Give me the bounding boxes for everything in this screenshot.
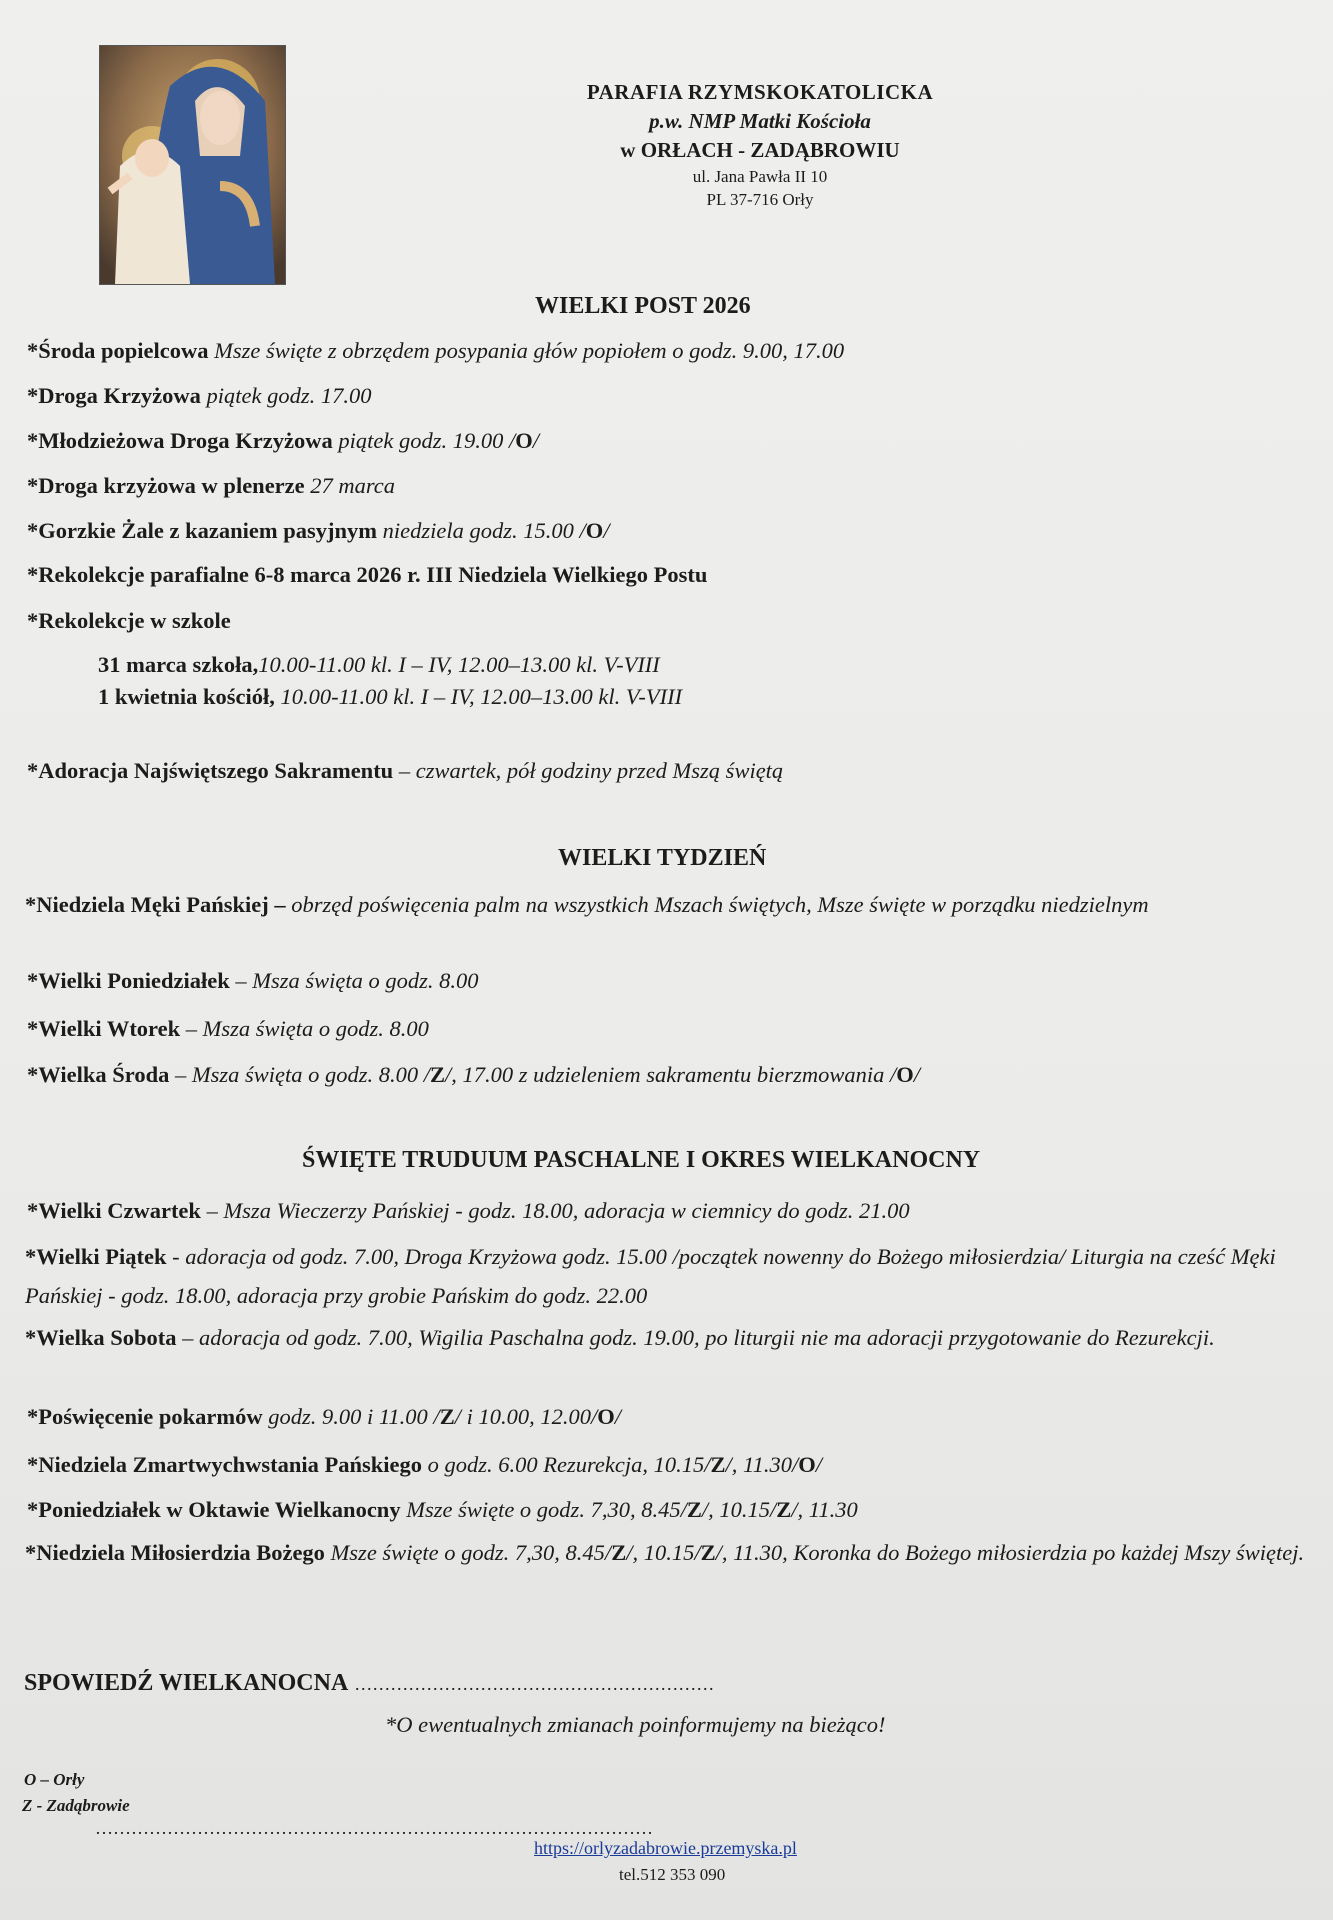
triduum-item: *Wielka Sobota – adoracja od godz. 7.00, Wigilia Paschalna godz. 19.00, po liturgii nie ma adoracji przygotowanie do Rezurekcji. [25, 1325, 1215, 1350]
triduum-item: *Poniedziałek w Oktawie Wielkanocny Msze święte o godz. 7,30, 8.45/Z/, 10.15/Z/, 11.30 [27, 1497, 858, 1522]
lent-item: *Rekolekcje parafialne 6-8 marca 2026 r. III Niedziela Wielkiego Postu [27, 562, 708, 587]
footer-dots: ………………………………………………………………………………… [95, 1818, 653, 1838]
holy-week-item: *Wielki Poniedziałek – Msza święta o godz. 8.00 [27, 968, 479, 993]
parish-header [480, 78, 1040, 211]
parish-street: ul. Jana Pawła II 10 [692, 167, 828, 186]
parish-dedication: p.w. NMP Matki Kościoła [649, 109, 871, 133]
footer-phone: tel.512 353 090 [619, 1865, 726, 1884]
triduum-item: *Poświęcenie pokarmów godz. 9.00 i 11.00 /Z/ i 10.00, 12.00/O/ [27, 1404, 621, 1429]
footer-url-wrap [534, 1838, 797, 1859]
legend-orly: O – Orły [24, 1770, 85, 1789]
parish-postal: PL 37-716 Orły [706, 190, 814, 209]
lent-item: *Środa popielcowa Msze święte z obrzędem posypania głów popiołem o godz. 9.00, 17.00 [27, 338, 845, 363]
holy-week-item: *Wielki Wtorek – Msza święta o godz. 8.00 [27, 1016, 429, 1041]
triduum-item: *Niedziela Miłosierdzia Bożego Msze święte o godz. 7,30, 8.45/Z/, 10.15/Z/, 11.30, Koronka do Bożego miłosierdzia po każdej Mszy świętej. [25, 1540, 1305, 1565]
holy-week-item: *Wielka Środa – Msza święta o godz. 8.00 /Z/, 17.00 z udzieleniem sakramentu bierzmowania /O/ [27, 1062, 920, 1087]
parish-location: w ORŁACH - ZADĄBROWIU [620, 138, 900, 162]
holy-week-item: *Niedziela Męki Pańskiej – obrzęd poświęcenia palm na wszystkich Mszach świętych, Msze święte w porządku niedzielnym [25, 892, 1149, 917]
parish-name: PARAFIA RZYMSKOKATOLICKA [586, 80, 934, 104]
changes-note: *O ewentualnych zmianach poinformujemy na bieżąco! [385, 1712, 886, 1737]
triduum-item: *Niedziela Zmartwychwstania Pańskiego o godz. 6.00 Rezurekcja, 10.15/Z/, 11.30/O/ [27, 1452, 823, 1477]
holy-week-title: WIELKI TYDZIEŃ [558, 845, 767, 871]
lent-title: WIELKI POST 2026 [535, 293, 751, 319]
triduum-item: *Wielki Piątek - adoracja od godz. 7.00, Droga Krzyżowa godz. 15.00 /początek nowenny do Bożego miłosierdzia/ Liturgia na cześć Męki Pańskiej - godz. 18.00, adoracja przy grobie Pańskim do godz. 22.00 [25, 1244, 1276, 1308]
madonna-image [99, 45, 286, 285]
lent-item: *Młodzieżowa Droga Krzyżowa piątek godz. 19.00 /O/ [27, 428, 540, 453]
school-retreat-line: 31 marca szkoła,10.00-11.00 kl. I – IV, 12.00–13.00 kl. V-VIII [98, 652, 660, 677]
lent-item: *Gorzkie Żale z kazaniem pasyjnym niedziela godz. 15.00 /O/ [27, 518, 610, 543]
school-retreat-line: 1 kwietnia kościół, 10.00-11.00 kl. I – IV, 12.00–13.00 kl. V-VIII [98, 684, 683, 709]
lent-item: *Droga krzyżowa w plenerze 27 marca [27, 473, 396, 498]
triduum-title: ŚWIĘTE TRUDUUM PASCHALNE I OKRES WIELKANOCNY [302, 1147, 981, 1173]
adoration-line: *Adoracja Najświętszego Sakramentu – czwartek, pół godziny przed Mszą świętą [27, 758, 784, 783]
confession-line: SPOWIEDŹ WIELKANOCNA …………………………………………………… [24, 1670, 715, 1696]
lent-item: *Rekolekcje w szkole [27, 608, 231, 633]
triduum-item: *Wielki Czwartek – Msza Wieczerzy Pańskiej - godz. 18.00, adoracja w ciemnicy do godz. 21.00 [27, 1198, 910, 1223]
website-link[interactable]: https://orlyzadabrowie.przemyska.pl [534, 1838, 797, 1858]
lent-item: *Droga Krzyżowa piątek godz. 17.00 [27, 383, 372, 408]
legend-zadabrowie: Z - Zadąbrowie [22, 1796, 130, 1815]
